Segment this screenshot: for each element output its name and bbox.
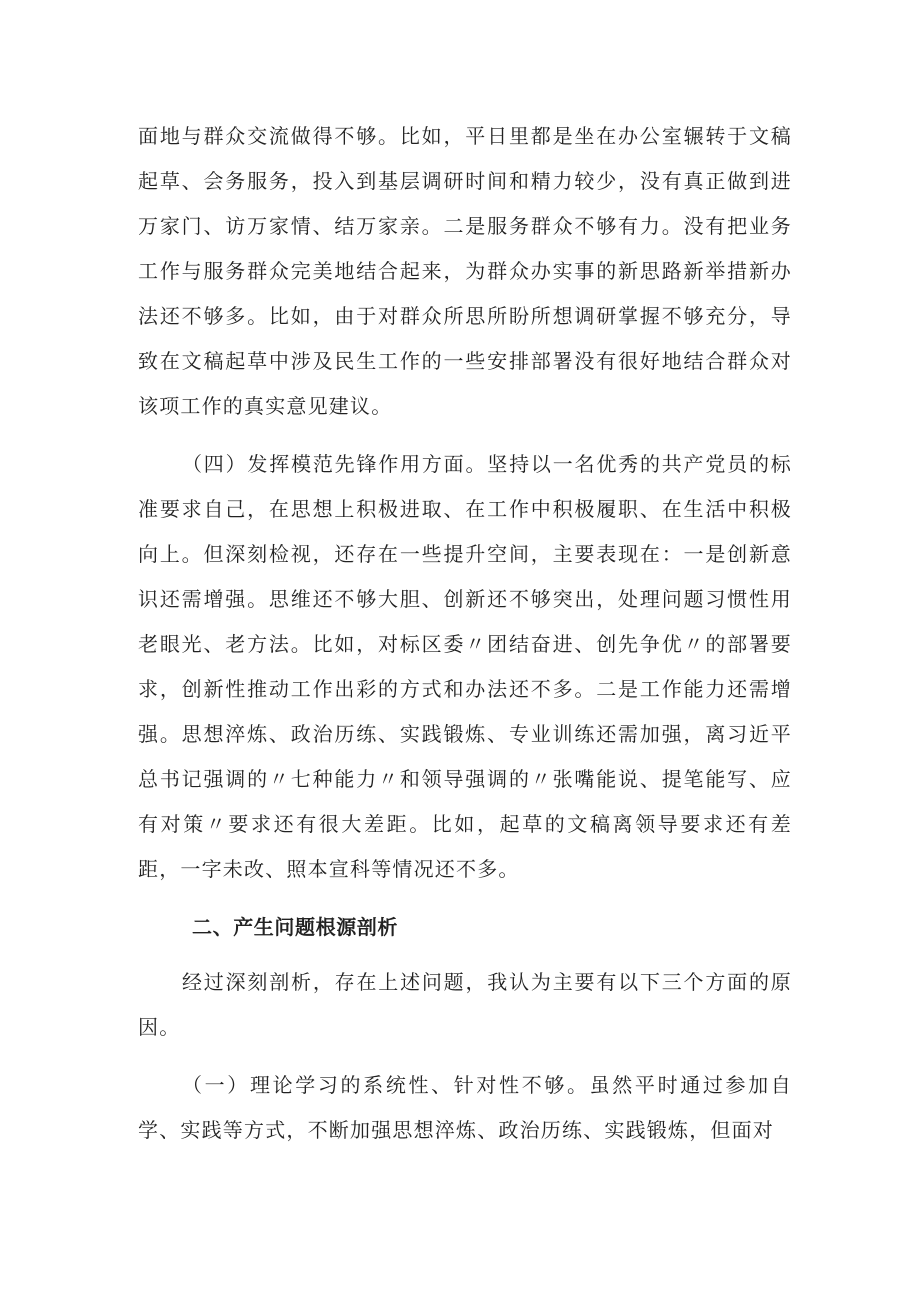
section-heading: 二、产生问题根源剖析: [192, 915, 398, 939]
paragraph-section-four: （四）发挥模范先锋作用方面。坚持以一名优秀的共产党员的标准要求自己，在思想上积极进取、在工作中积极履职、在生活中积极向上。但深刻检视，还存在一些提升空间，主要表现在：一是创新意识还需增强。思维还不够大胆、创新还不够突出，处理问题习惯性用老眼光、老方法。比如，对标区委〃团结奋进、创先争优〃的部署要求，创新性推动工作出彩的方式和办法还不多。二是工作能力还需增强。思想淬炼、政治历练、实践锻炼、专业训练还需加强，离习近平总书记强调的〃七种能力〃和领导强调的〃张嘴能说、提笔能写、应有对策〃要求还有很大差距。比如，起草的文稿离领导要求还有差距，一字未改、照本宣科等情况还不多。: [138, 452, 792, 881]
paragraph-analysis-intro: 经过深刻剖析，存在上述问题，我认为主要有以下三个方面的原因。: [138, 970, 792, 1039]
paragraph-cause-one: （一）理论学习的系统性、针对性不够。虽然平时通过参加自学、实践等方式，不断加强思想淬炼、政治历练、实践锻炼，但面对: [138, 1073, 792, 1142]
paragraph-continuation: 面地与群众交流做得不够。比如，平日里都是坐在办公室辗转于文稿起草、会务服务，投入到基层调研时间和精力较少，没有真正做到进万家门、访万家情、结万家亲。二是服务群众不够有力。没有把业务工作与服务群众完美地结合起来，为群众办实事的新思路新举措新办法还不够多。比如，由于对群众所思所盼所想调研掌握不够充分，导致在文稿起草中涉及民生工作的一些安排部署没有很好地结合群众对该项工作的真实意见建议。: [138, 124, 792, 418]
document-body: [138, 114, 792, 1166]
